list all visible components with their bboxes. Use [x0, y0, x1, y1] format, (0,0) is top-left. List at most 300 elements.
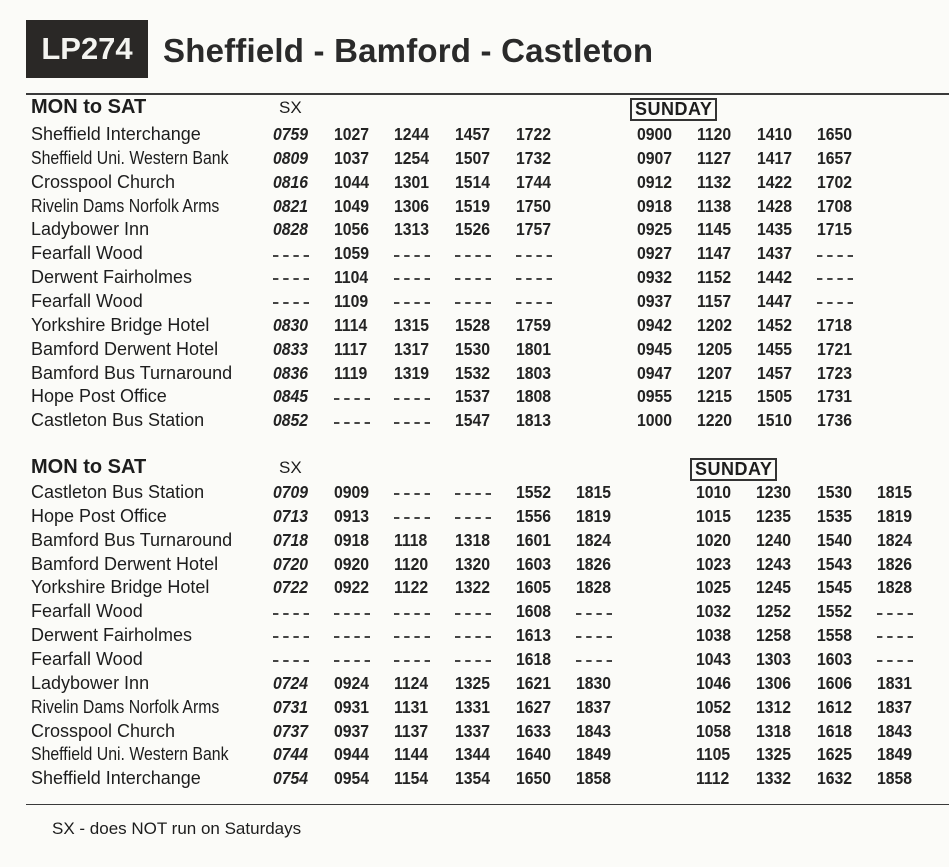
weekday-time: 1144: [394, 744, 429, 765]
stop-name: Bamford Derwent Hotel: [31, 553, 219, 574]
dash-line: [334, 398, 370, 400]
sunday-time: 0900: [637, 124, 673, 144]
weekday-time: 1317: [394, 338, 430, 359]
weekday-time: 1618: [516, 648, 552, 669]
weekday-time: 0724: [273, 672, 309, 693]
stop-name: Derwent Fairholmes: [31, 625, 193, 646]
sunday-time: 1132: [697, 171, 732, 192]
dash-line: [576, 613, 612, 615]
no-service-dash: [877, 602, 913, 623]
stop-name: Rivelin Dams Norfolk Arms: [31, 696, 220, 717]
dash-line: [455, 302, 491, 304]
weekday-time: 1254: [394, 147, 430, 168]
weekday-time: 1828: [576, 577, 612, 598]
sunday-time: 1437: [757, 243, 793, 264]
sunday-time: 1215: [697, 386, 733, 407]
stop-name: Fearfall Wood: [31, 648, 143, 669]
sunday-time: 1025: [696, 577, 732, 598]
weekday-time: 1044: [334, 171, 370, 192]
sunday-time: 1318: [756, 720, 792, 741]
weekday-time: 1114: [334, 314, 368, 335]
sunday-time: 1824: [877, 529, 913, 550]
weekday-heading: MON to SAT: [31, 96, 147, 118]
stop-name: Ladybower Inn: [31, 219, 150, 240]
weekday-time: 0809: [273, 147, 309, 168]
sunday-time: 1417: [757, 147, 793, 168]
sunday-time: 0955: [637, 386, 673, 407]
no-service-dash: [516, 292, 552, 313]
sunday-time: 1023: [696, 553, 732, 574]
weekday-time: 1322: [455, 577, 491, 598]
weekday-time: 0954: [334, 768, 370, 789]
weekday-time: 1306: [394, 195, 430, 216]
weekday-time: 1530: [455, 338, 491, 359]
dash-line: [877, 660, 913, 662]
no-service-dash: [273, 268, 309, 289]
weekday-time: 1815: [576, 482, 612, 502]
stop-name: Crosspool Church: [31, 720, 176, 741]
stop-name: Bamford Bus Turnaround: [31, 362, 233, 383]
sunday-time: 1147: [697, 243, 732, 264]
no-service-dash: [817, 292, 853, 313]
sunday-time: 1230: [756, 482, 792, 502]
no-service-dash: [817, 244, 853, 265]
sunday-time: 1410: [757, 124, 793, 144]
sunday-time: 1831: [877, 672, 913, 693]
weekday-time: 1354: [455, 768, 491, 789]
stop-name: Bamford Derwent Hotel: [31, 338, 219, 359]
sunday-time: 1245: [756, 577, 792, 598]
weekday-time: 1556: [516, 505, 552, 526]
weekday-time: 0744: [273, 744, 309, 765]
sunday-time: 1120: [697, 124, 732, 144]
weekday-time: 1650: [516, 768, 552, 789]
sunday-time: 0912: [637, 171, 673, 192]
footer-divider: [26, 804, 949, 805]
weekday-time: 0931: [334, 696, 370, 717]
weekday-time: 1613: [516, 625, 552, 646]
weekday-time: 0944: [334, 744, 370, 765]
sunday-time: 1138: [697, 195, 732, 216]
sunday-time: 1552: [817, 601, 853, 622]
weekday-time: 0737: [273, 720, 309, 741]
sunday-time: 1721: [817, 338, 853, 359]
weekday-time: 0816: [273, 171, 309, 192]
no-service-dash: [394, 387, 430, 408]
weekday-time: 1608: [516, 601, 552, 622]
sunday-time: 1510: [757, 410, 793, 431]
sunday-time: 1205: [697, 338, 733, 359]
sunday-time: 1038: [696, 625, 732, 646]
weekday-time: 1843: [576, 720, 612, 741]
weekday-time: 1621: [516, 672, 552, 693]
weekday-time: 0937: [334, 720, 370, 741]
stop-name: Castleton Bus Station: [31, 482, 205, 502]
dash-line: [516, 255, 552, 257]
weekday-time: 1528: [455, 314, 491, 335]
sunday-time: 1447: [757, 290, 793, 311]
sunday-time: 1558: [817, 625, 853, 646]
sunday-time: 0907: [637, 147, 673, 168]
stop-name: Hope Post Office: [31, 505, 167, 526]
weekday-time: 1137: [394, 720, 429, 741]
stop-name: Derwent Fairholmes: [31, 267, 193, 288]
header-divider: [26, 93, 949, 95]
weekday-time: 1537: [455, 386, 491, 407]
no-service-dash: [394, 650, 430, 671]
dash-line: [817, 278, 853, 280]
weekday-time: 1117: [334, 338, 368, 359]
stop-name: Castleton Bus Station: [31, 410, 205, 431]
sunday-time: 0942: [637, 314, 673, 335]
no-service-dash: [334, 411, 370, 432]
stop-name: Yorkshire Bridge Hotel: [31, 577, 210, 598]
sunday-time: 1306: [756, 672, 792, 693]
dash-line: [394, 493, 430, 495]
no-service-dash: [273, 626, 309, 647]
no-service-dash: [394, 292, 430, 313]
weekday-time: 0754: [273, 768, 309, 789]
sunday-time: 1332: [756, 768, 792, 789]
weekday-time: 1059: [334, 243, 370, 264]
sunday-time: 1112: [696, 768, 730, 789]
sunday-time: 1731: [817, 386, 853, 407]
no-service-dash: [394, 626, 430, 647]
sunday-time: 1632: [817, 768, 853, 789]
sunday-time: 1258: [756, 625, 792, 646]
no-service-dash: [273, 602, 309, 623]
weekday-time: 1514: [455, 171, 491, 192]
sunday-time: 1015: [696, 505, 732, 526]
no-service-dash: [455, 244, 491, 265]
no-service-dash: [817, 268, 853, 289]
dash-line: [455, 517, 491, 519]
sunday-time: 1826: [877, 553, 913, 574]
no-service-dash: [455, 483, 491, 504]
sunday-time: 1736: [817, 410, 853, 431]
sunday-time: 0925: [637, 219, 673, 240]
dash-line: [273, 278, 309, 280]
weekday-time: 1109: [334, 290, 369, 311]
sunday-time: 1819: [877, 505, 913, 526]
no-service-dash: [394, 507, 430, 528]
sunday-time: 0918: [637, 195, 673, 216]
sunday-time: 1010: [696, 482, 732, 502]
stop-name: Crosspool Church: [31, 171, 176, 192]
sx-heading: SX: [279, 98, 302, 117]
sunday-time: 1612: [817, 696, 853, 717]
sx-heading: SX: [279, 458, 302, 477]
stop-name: Sheffield Uni. Western Bank: [31, 147, 229, 168]
no-service-dash: [576, 650, 612, 671]
sunday-time: 1127: [697, 147, 732, 168]
sunday-time: 1837: [877, 696, 913, 717]
sunday-time: 1702: [817, 171, 853, 192]
no-service-dash: [394, 268, 430, 289]
sunday-time: 1435: [757, 219, 793, 240]
no-service-dash: [516, 268, 552, 289]
weekday-time: 1732: [516, 147, 552, 168]
weekday-time: 1315: [394, 314, 430, 335]
weekday-time: 1813: [516, 410, 552, 431]
no-service-dash: [455, 602, 491, 623]
sunday-time: 1428: [757, 195, 793, 216]
dash-line: [334, 422, 370, 424]
weekday-time: 0759: [273, 124, 309, 144]
weekday-time: 1027: [334, 124, 370, 144]
sunday-heading: SUNDAY: [630, 98, 717, 121]
sunday-time: 1020: [696, 529, 732, 550]
dash-line: [455, 636, 491, 638]
route-title: Sheffield - Bamford - Castleton: [163, 32, 654, 69]
weekday-time: 1744: [516, 171, 552, 192]
stop-name: Rivelin Dams Norfolk Arms: [31, 195, 220, 216]
route-number-badge: LP274: [26, 20, 148, 78]
weekday-time: 1801: [516, 338, 552, 359]
sunday-time: 1220: [697, 410, 733, 431]
stop-name: Sheffield Interchange: [31, 768, 201, 789]
dash-line: [394, 660, 430, 662]
dash-line: [877, 613, 913, 615]
weekday-time: 1519: [455, 195, 491, 216]
weekday-time: 1049: [334, 195, 370, 216]
weekday-time: 0913: [334, 505, 370, 526]
weekday-time: 1104: [334, 267, 369, 288]
sunday-time: 1152: [697, 267, 732, 288]
weekday-time: 1601: [516, 529, 552, 550]
weekday-time: 1131: [394, 696, 429, 717]
sunday-time: 1252: [756, 601, 792, 622]
dash-line: [455, 493, 491, 495]
weekday-time: 0821: [273, 195, 309, 216]
stop-name: Hope Post Office: [31, 386, 167, 407]
stop-name: Sheffield Uni. Western Bank: [31, 744, 229, 765]
no-service-dash: [877, 650, 913, 671]
no-service-dash: [576, 602, 612, 623]
dash-line: [576, 636, 612, 638]
weekday-time: 1037: [334, 147, 370, 168]
sunday-time: 1235: [756, 505, 792, 526]
sunday-time: 1505: [757, 386, 793, 407]
weekday-time: 1640: [516, 744, 552, 765]
sunday-time: 1145: [697, 219, 732, 240]
dash-line: [273, 255, 309, 257]
dash-line: [817, 255, 853, 257]
stop-name: Yorkshire Bridge Hotel: [31, 314, 210, 335]
dash-line: [394, 302, 430, 304]
sunday-time: 1718: [817, 314, 853, 335]
footnote: SX - does NOT run on Saturdays: [52, 819, 302, 838]
no-service-dash: [334, 650, 370, 671]
sunday-time: 1312: [756, 696, 792, 717]
sunday-time: 1043: [696, 648, 732, 669]
stop-name: Bamford Bus Turnaround: [31, 529, 233, 550]
weekday-time: 1849: [576, 744, 612, 765]
sunday-time: 1157: [697, 290, 732, 311]
dash-line: [394, 398, 430, 400]
weekday-time: 1830: [576, 672, 612, 693]
stop-name: Ladybower Inn: [31, 672, 150, 693]
weekday-time: 1313: [394, 219, 430, 240]
sunday-time: 0945: [637, 338, 673, 359]
sunday-time: 1058: [696, 720, 732, 741]
no-service-dash: [394, 483, 430, 504]
sunday-time: 1452: [757, 314, 793, 335]
weekday-time: 1319: [394, 362, 430, 383]
dash-line: [576, 660, 612, 662]
dash-line: [455, 255, 491, 257]
sunday-time: 1815: [877, 482, 913, 502]
sunday-heading: SUNDAY: [690, 458, 777, 481]
no-service-dash: [877, 626, 913, 647]
stop-name: Fearfall Wood: [31, 601, 143, 622]
dash-line: [394, 517, 430, 519]
weekday-time: 0920: [334, 553, 370, 574]
weekday-time: 0830: [273, 314, 309, 335]
dash-line: [455, 278, 491, 280]
dash-line: [455, 613, 491, 615]
weekday-time: 1244: [394, 124, 430, 144]
weekday-time: 1627: [516, 696, 552, 717]
sunday-time: 1202: [697, 314, 733, 335]
weekday-time: 1119: [334, 362, 368, 383]
weekday-time: 1337: [455, 720, 491, 741]
stop-name: Fearfall Wood: [31, 243, 143, 264]
weekday-time: 1124: [394, 672, 429, 693]
sunday-time: 1442: [757, 267, 793, 288]
no-service-dash: [273, 244, 309, 265]
no-service-dash: [334, 626, 370, 647]
sunday-time: 1543: [817, 553, 853, 574]
sunday-time: 1858: [877, 768, 913, 789]
sunday-time: 1422: [757, 171, 793, 192]
sunday-time: 1849: [877, 744, 913, 765]
sunday-time: 1625: [817, 744, 853, 765]
dash-line: [455, 660, 491, 662]
weekday-time: 1526: [455, 219, 491, 240]
dash-line: [516, 302, 552, 304]
weekday-time: 1331: [455, 696, 491, 717]
sunday-time: 1603: [817, 648, 853, 669]
dash-line: [273, 613, 309, 615]
no-service-dash: [455, 626, 491, 647]
weekday-time: 1325: [455, 672, 491, 693]
weekday-time: 1154: [394, 768, 429, 789]
dash-line: [273, 636, 309, 638]
dash-line: [877, 636, 913, 638]
weekday-time: 0713: [273, 505, 309, 526]
weekday-time: 0718: [273, 529, 309, 550]
sunday-time: 1535: [817, 505, 853, 526]
weekday-time: 0909: [334, 482, 370, 502]
weekday-time: 1122: [394, 577, 429, 598]
dash-line: [334, 636, 370, 638]
sunday-time: 1046: [696, 672, 732, 693]
dash-line: [394, 278, 430, 280]
weekday-time: 0924: [334, 672, 370, 693]
weekday-heading: MON to SAT: [31, 456, 147, 478]
sunday-time: 1708: [817, 195, 853, 216]
no-service-dash: [455, 292, 491, 313]
sunday-time: 1618: [817, 720, 853, 741]
dash-line: [394, 422, 430, 424]
no-service-dash: [394, 411, 430, 432]
weekday-time: 1603: [516, 553, 552, 574]
no-service-dash: [455, 268, 491, 289]
sunday-time: 1715: [817, 219, 853, 240]
sunday-time: 1455: [757, 338, 793, 359]
dash-line: [516, 278, 552, 280]
weekday-time: 0845: [273, 386, 309, 407]
sunday-time: 1843: [877, 720, 913, 741]
no-service-dash: [334, 602, 370, 623]
sunday-time: 0927: [637, 243, 673, 264]
weekday-time: 1605: [516, 577, 552, 598]
dash-line: [394, 613, 430, 615]
no-service-dash: [334, 387, 370, 408]
sunday-time: 1240: [756, 529, 792, 550]
no-service-dash: [516, 244, 552, 265]
dash-line: [394, 636, 430, 638]
sunday-time: 1052: [696, 696, 732, 717]
weekday-time: 1750: [516, 195, 552, 216]
weekday-time: 1824: [576, 529, 612, 550]
weekday-time: 0720: [273, 553, 309, 574]
weekday-time: 1301: [394, 171, 430, 192]
dash-line: [817, 302, 853, 304]
stop-name: Fearfall Wood: [31, 290, 143, 311]
weekday-time: 1858: [576, 768, 612, 789]
no-service-dash: [394, 602, 430, 623]
weekday-time: 0709: [273, 482, 309, 502]
stop-name: Sheffield Interchange: [31, 124, 201, 144]
weekday-time: 0828: [273, 219, 309, 240]
sunday-time: 1828: [877, 577, 913, 598]
weekday-time: 0836: [273, 362, 309, 383]
weekday-time: 1507: [455, 147, 491, 168]
sunday-time: 1325: [756, 744, 792, 765]
weekday-time: 1056: [334, 219, 370, 240]
sunday-time: 0937: [637, 290, 673, 311]
sunday-time: 1105: [696, 744, 731, 765]
dash-line: [334, 660, 370, 662]
sunday-time: 1303: [756, 648, 792, 669]
weekday-time: 1803: [516, 362, 552, 383]
weekday-time: 1457: [455, 124, 491, 144]
sunday-time: 1457: [757, 362, 793, 383]
weekday-time: 0922: [334, 577, 370, 598]
weekday-time: 1757: [516, 219, 552, 240]
dash-line: [394, 255, 430, 257]
sunday-time: 1657: [817, 147, 853, 168]
no-service-dash: [576, 626, 612, 647]
weekday-time: 0731: [273, 696, 309, 717]
sunday-time: 1000: [637, 410, 673, 431]
weekday-time: 0722: [273, 577, 309, 598]
weekday-time: 1837: [576, 696, 612, 717]
sunday-time: 1540: [817, 529, 853, 550]
dash-line: [273, 660, 309, 662]
weekday-time: 0918: [334, 529, 370, 550]
sunday-time: 1606: [817, 672, 853, 693]
weekday-time: 1532: [455, 362, 491, 383]
no-service-dash: [273, 292, 309, 313]
sunday-time: 0932: [637, 267, 673, 288]
weekday-time: 0833: [273, 338, 309, 359]
no-service-dash: [394, 244, 430, 265]
weekday-time: 1633: [516, 720, 552, 741]
sunday-time: 1207: [697, 362, 733, 383]
